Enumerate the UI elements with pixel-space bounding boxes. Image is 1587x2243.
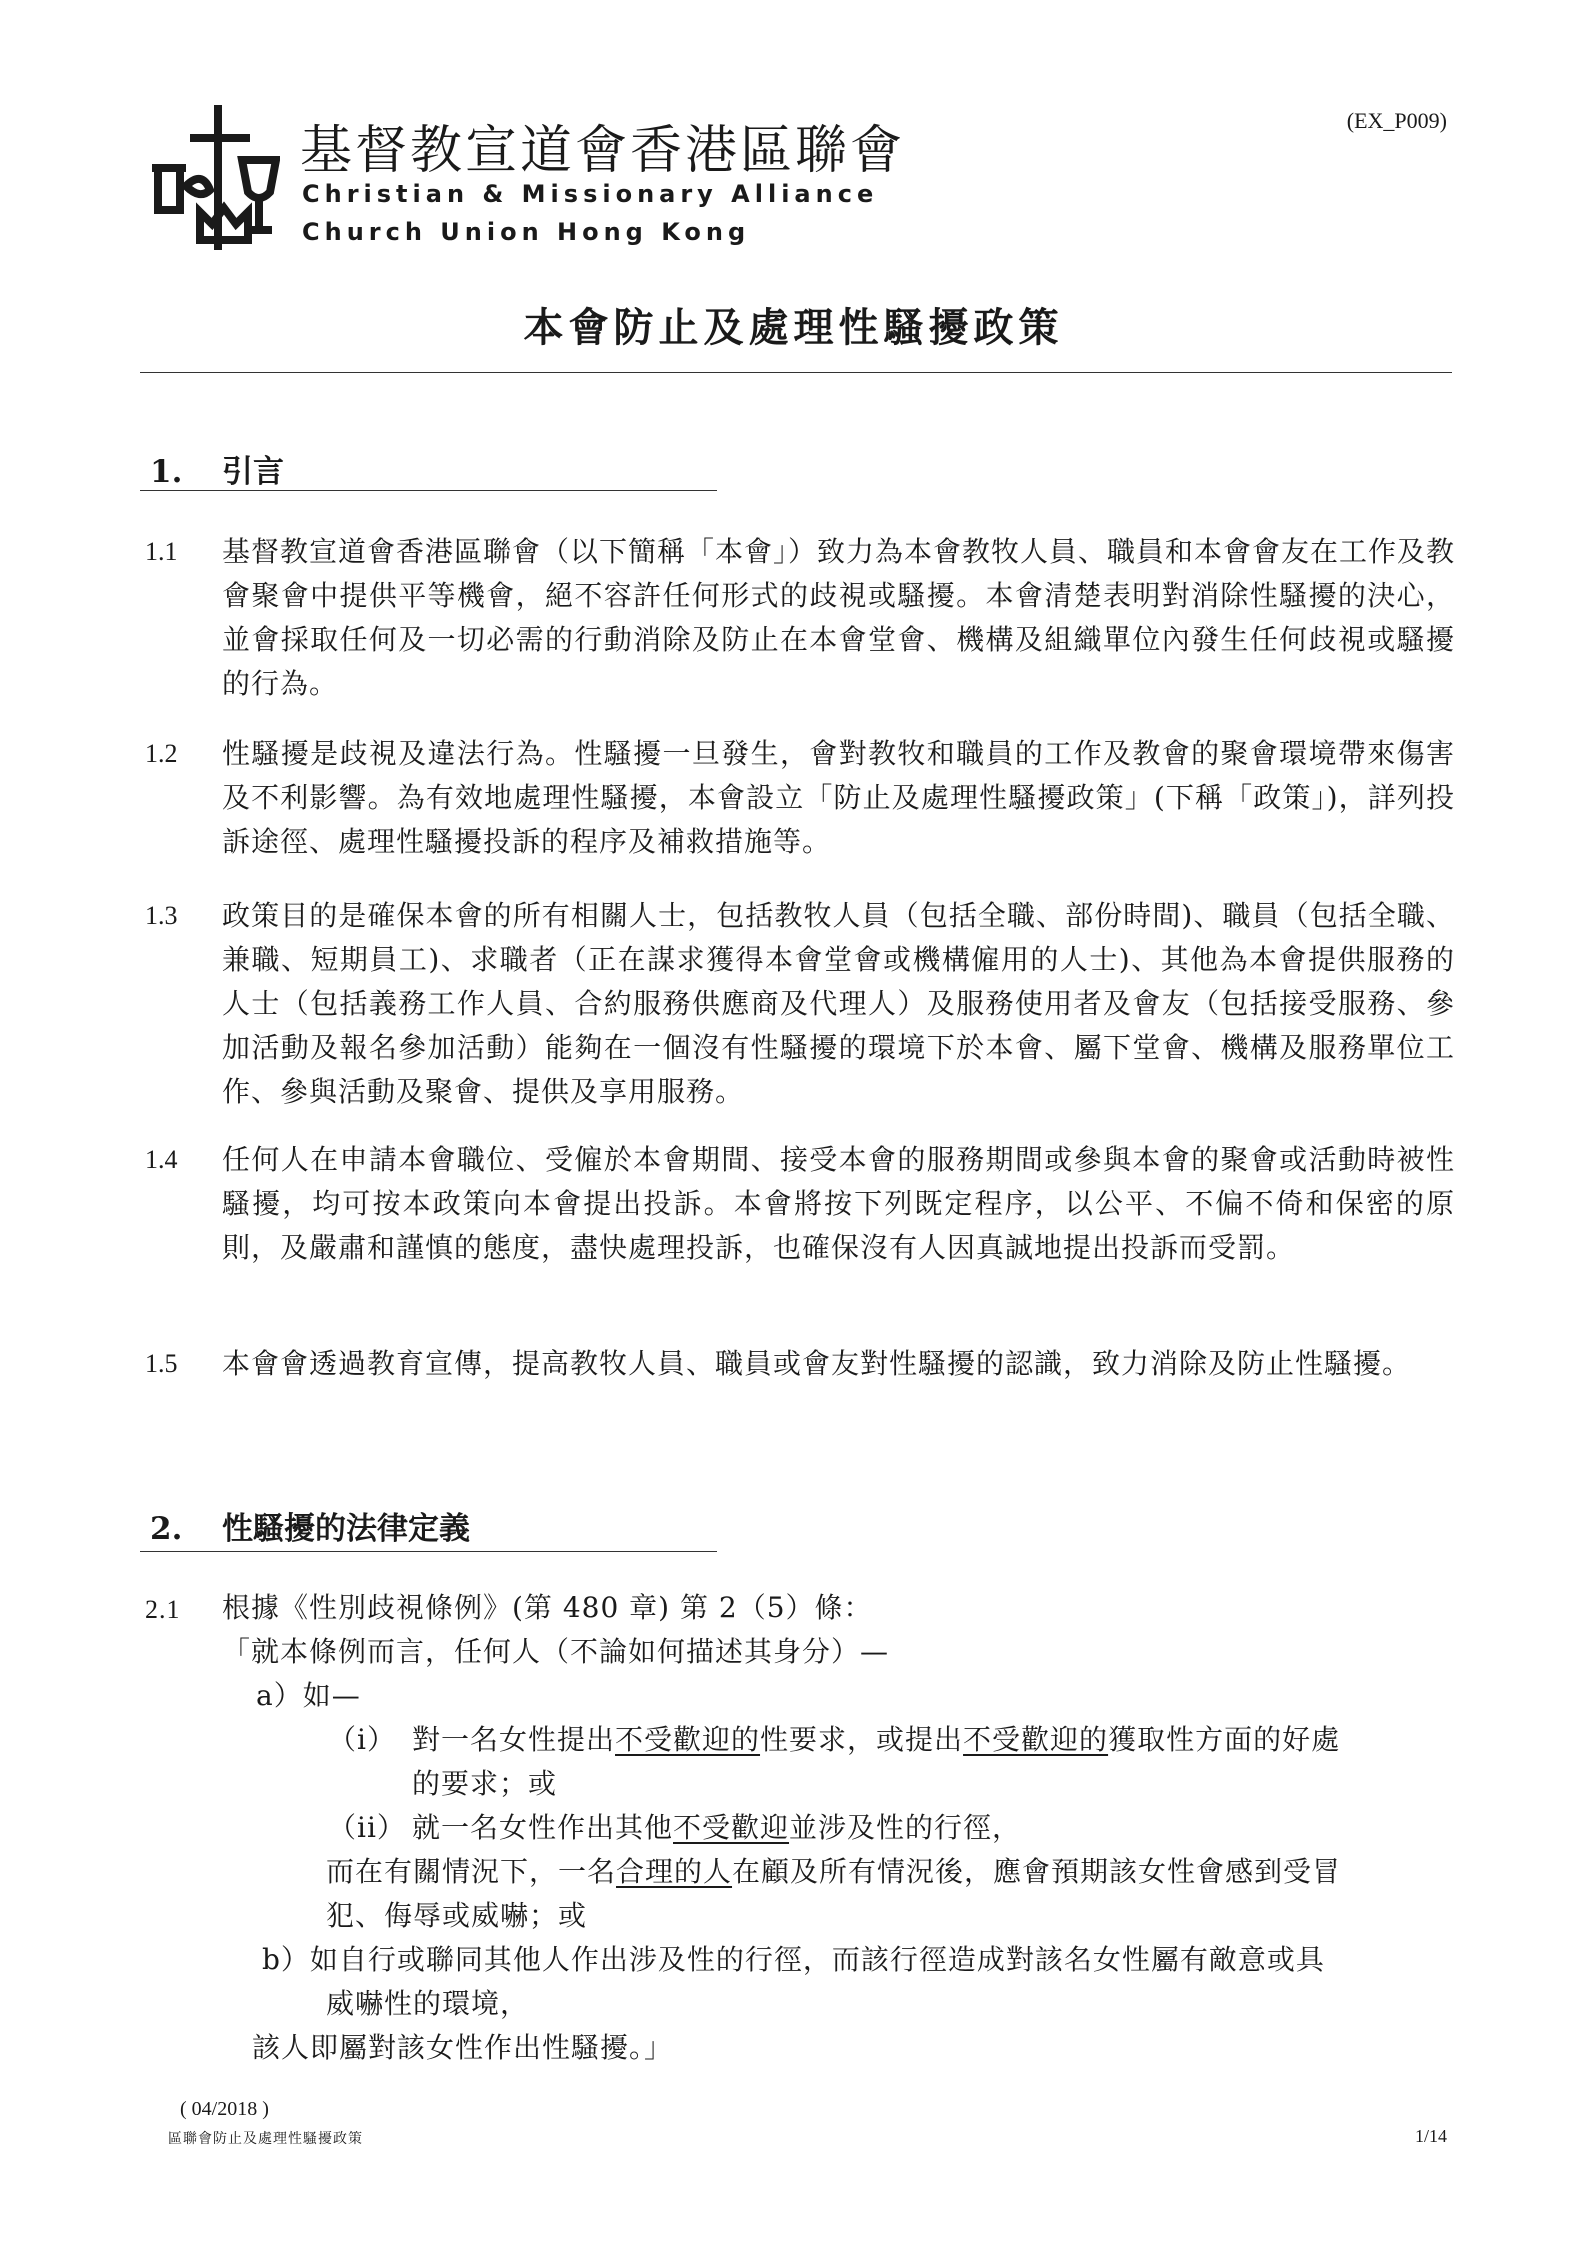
org-name-english-line2: Church Union Hong Kong bbox=[302, 218, 751, 246]
alliance-logo bbox=[150, 100, 280, 250]
paragraph-number: 1.4 bbox=[145, 1145, 178, 1174]
clause-i-text: 獲取性方面的好處 bbox=[1108, 1723, 1341, 1756]
paragraph-number-2-1: 2.1 bbox=[145, 1595, 181, 1624]
paragraph-1-5 bbox=[145, 1342, 1455, 1386]
section-number: 1. bbox=[150, 454, 183, 490]
clause-b-line2: 威嚇性的環境， bbox=[326, 1987, 530, 2020]
paragraph-number: 1.2 bbox=[145, 739, 178, 768]
section-number: 2. bbox=[150, 1511, 183, 1547]
section-2-underline bbox=[140, 1551, 717, 1552]
clause-ii-text-part: 並涉及性的行徑， bbox=[789, 1811, 1022, 1844]
section-2-heading bbox=[150, 1503, 470, 1548]
condition-line1 bbox=[326, 1852, 1341, 1892]
paragraph-text: 本會會透過教育宣傳，提高教牧人員、職員或會友對性騷擾的認識，致力消除及防止性騷擾。 bbox=[222, 1347, 1412, 1380]
org-name-chinese: 基督教宣道會香港區聯會 bbox=[300, 121, 906, 181]
paragraph-text: 性騷擾是歧視及違法行為。性騷擾一旦發生，會對教牧和職員的工作及教會的聚會環境帶來傷害及不利影響。為有效地處理性騷擾，本會設立「防止及處理性騷擾政策」(下稱「政策」)，詳列投訴途徑、處理性騷擾投訴的程序及補救措施等。 bbox=[222, 737, 1455, 858]
underlined-term: 不受歡迎的 bbox=[615, 1723, 761, 1756]
underlined-term: 不受歡迎 bbox=[673, 1811, 790, 1844]
clause-i-text-line2: 的要求；或 bbox=[412, 1767, 558, 1800]
document-code: (EX_P009) bbox=[1346, 108, 1447, 133]
paragraph-number: 1.3 bbox=[145, 901, 178, 930]
page-number: 1/14 bbox=[1414, 2126, 1447, 2146]
title-divider bbox=[140, 372, 1452, 373]
underlined-term: 合理的人 bbox=[616, 1855, 733, 1888]
paragraph-text: 任何人在申請本會職位、受僱於本會期間、接受本會的服務期間或參與本會的聚會或活動時被性騷擾，均可按本政策向本會提出投訴。本會將按下列既定程序，以公平、不偏不倚和保密的原則，及嚴肅和謹慎的態度，盡快處理投訴，也確保沒有人因真誠地提出投訴而受罰。 bbox=[222, 1143, 1455, 1264]
section-title: 性騷擾的法律定義 bbox=[222, 1511, 470, 1547]
paragraph-1-1 bbox=[145, 530, 1455, 706]
clause-i-text-line1 bbox=[412, 1720, 1340, 1760]
clause-b-line1: b）如自行或聯同其他人作出涉及性的行徑，而該行徑造成對該名女性屬有敵意或具 bbox=[262, 1943, 1325, 1976]
clause-i-text: 性要求，或提出 bbox=[760, 1723, 964, 1756]
condition-text: 在顧及所有情況後，應會預期該女性會感到受冒 bbox=[732, 1855, 1342, 1888]
section-1-underline bbox=[140, 490, 717, 491]
condition-text: 而在有關情況下，一名 bbox=[326, 1855, 617, 1888]
clause-a-label: a）如— bbox=[256, 1679, 361, 1712]
paragraph-text: 政策目的是確保本會的所有相關人士，包括教牧人員（包括全職、部份時間)、職員（包括全職、兼職、短期員工)、求職者（正在謀求獲得本會堂會或機構僱用的人士)、其他為本會提供服務的人士（包括義務工作人員、合約服務供應商及代理人）及服務使用者及會友（包括接受服務、參加活動及報名參加活動）能夠在一個沒有性騷擾的環境下於本會、屬下堂會、機構及服務單位工作、參與活動及聚會、提供及享用服務。 bbox=[222, 899, 1455, 1108]
section-1-heading bbox=[150, 446, 284, 491]
quote-opening: 「就本條例而言，任何人（不論如何描述其身分）— bbox=[222, 1635, 890, 1668]
paragraph-1-2 bbox=[145, 732, 1455, 864]
document-title: 本會防止及處理性騷擾政策 bbox=[523, 304, 1064, 351]
paragraph-number: 1.5 bbox=[145, 1349, 178, 1378]
paragraph-1-4 bbox=[145, 1138, 1455, 1270]
clause-i-text: 對一名女性提出 bbox=[412, 1723, 616, 1756]
clause-ii-text bbox=[412, 1808, 1021, 1848]
paragraph-number: 1.1 bbox=[145, 537, 178, 566]
clause-ii-text-part: 就一名女性作出其他 bbox=[412, 1811, 674, 1844]
condition-line2: 犯、侮辱或威嚇；或 bbox=[326, 1899, 588, 1932]
quote-closing: 該人即屬對該女性作出性騷擾。」 bbox=[252, 2031, 674, 2064]
underlined-term: 不受歡迎的 bbox=[963, 1723, 1109, 1756]
paragraph-text: 基督教宣道會香港區聯會（以下簡稱「本會」）致力為本會教牧人員、職員和本會會友在工作及教會聚會中提供平等機會，絕不容許任何形式的歧視或騷擾。本會清楚表明對消除性騷擾的決心，並會採取任何及一切必需的行動消除及防止在本會堂會、機構及組織單位內發生任何歧視或騷擾的行為。 bbox=[222, 535, 1456, 700]
clause-ii-label: （ii） bbox=[328, 1811, 406, 1844]
footer-date: ( 04/2018 ) bbox=[180, 2098, 269, 2120]
footer-document-name: 區聯會防止及處理性騷擾政策 bbox=[168, 2131, 363, 2147]
clause-i-label: （i） bbox=[328, 1723, 396, 1756]
paragraph-1-3 bbox=[145, 894, 1455, 1114]
statute-reference: 根據《性別歧視條例》(第 480 章) 第 2（5）條： bbox=[222, 1591, 873, 1624]
section-title: 引言 bbox=[222, 454, 284, 490]
org-name-english-line1: Christian & Missionary Alliance bbox=[302, 180, 879, 208]
